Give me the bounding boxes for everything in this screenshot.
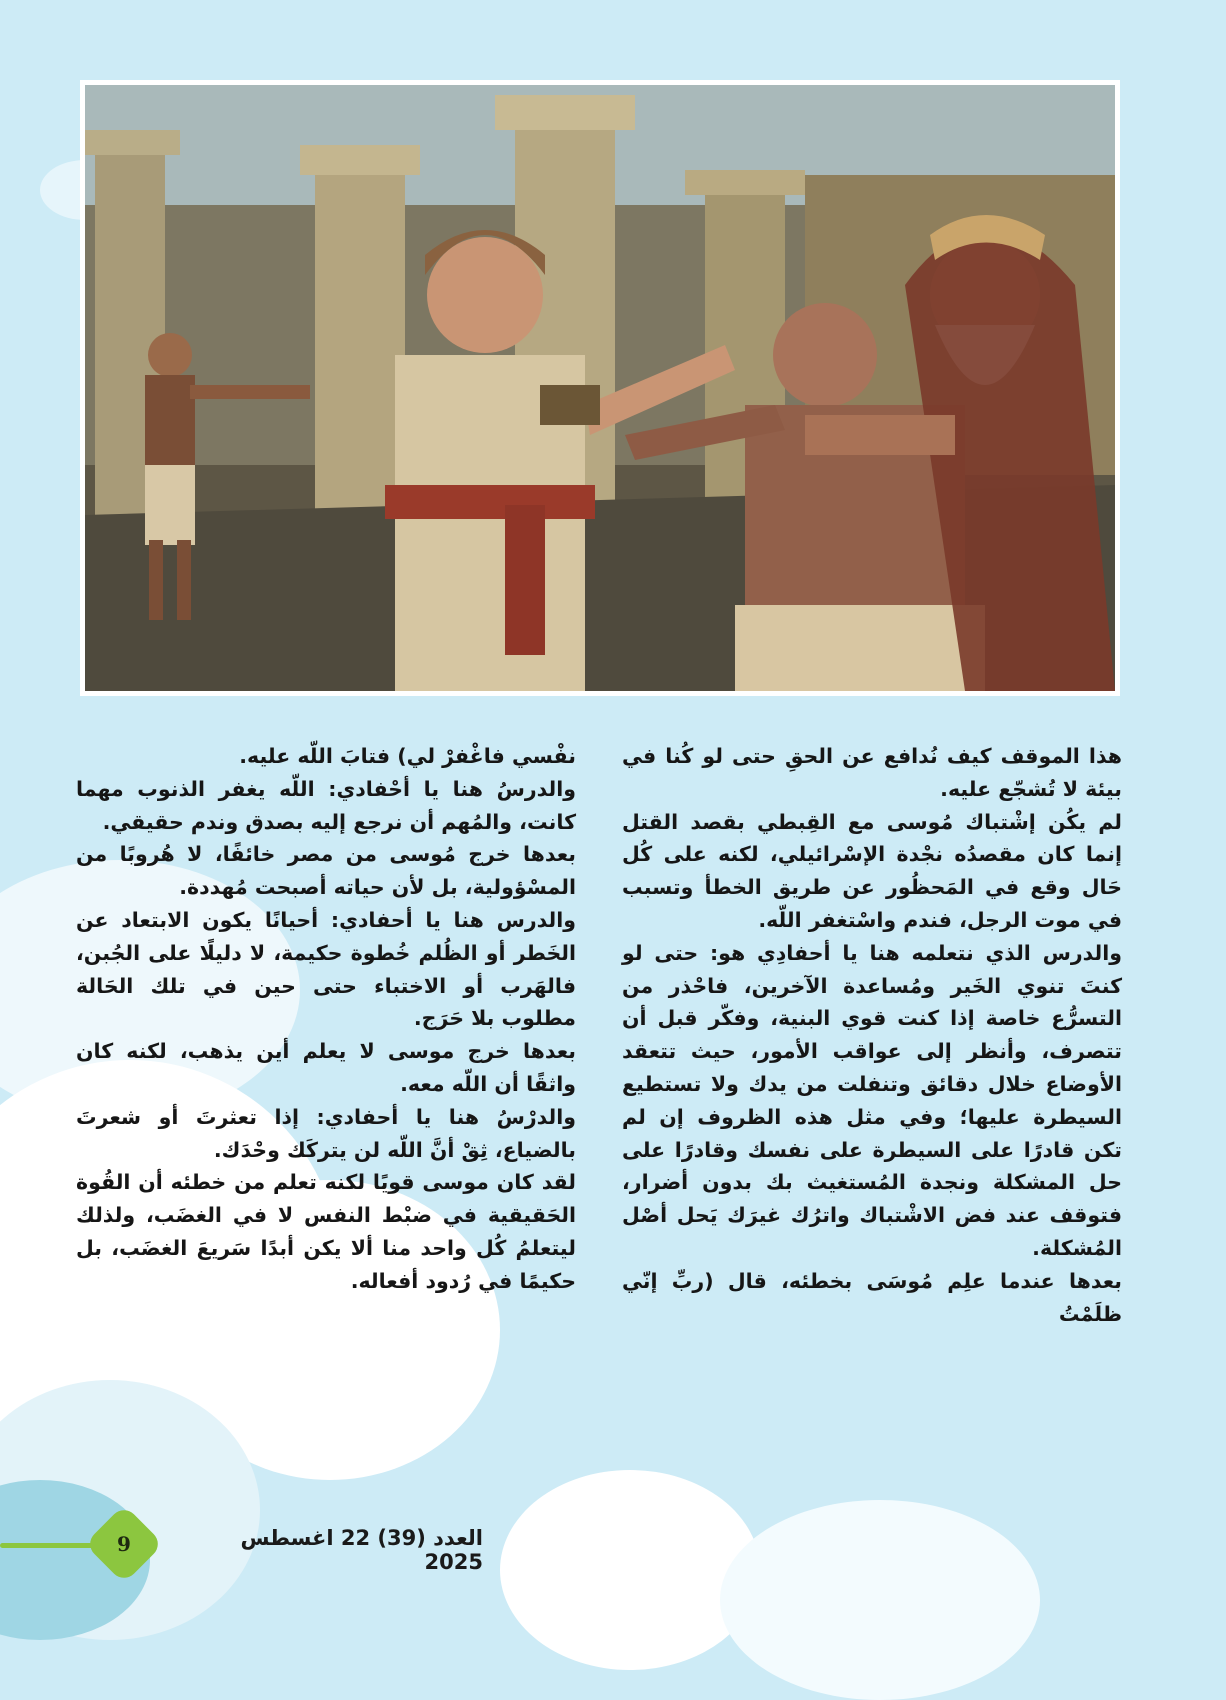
page-number: 9 (117, 1532, 131, 1556)
illustration (85, 85, 1115, 691)
cloud-decoration (500, 1470, 760, 1670)
article-column-right (622, 740, 1122, 1330)
paragraph: بعدها عندما علِم مُوسَى بخطئه، قال (ربِّ إنّي ظلَمْتُ (622, 1268, 1122, 1326)
paragraph: بعدها خرج موسى لا يعلم أين يذهب، لكنه كان واثقًا أن اللّه معه. (76, 1039, 576, 1096)
footer-rule (0, 1543, 100, 1548)
paragraph: والدرس الذي نتعلمه هنا يا أحفادِي هو: حتى لو كنتَ تنوي الخَير ومُساعدة الآخرين، فاحْذر من التسرُّع خاصة إذا كنت قوي البنية، وفكّر قبل أن تتصرف، وأنظر إلى عواقب الأمور، حيث تتعقد الأوضاع خلال دقائق وتنفلت من يدك ولا تستطيع السيطرة عليها؛ وفي مثل هذه الظروف إن لم تكن قادرًا على السيطرة على نفسك وقادرًا على حل المشكلة ونجدة المُستغيث بك بدون أضرار، فتوقف عند فض الاشْتباك واترُك غيرَك يَحل أصْل المُشكلة. (622, 940, 1122, 1260)
cloud-decoration (720, 1500, 1040, 1700)
paragraph: لم يكُن إشْتباك مُوسى مع القِبطي بقصد القتل إنما كان مقصدُه نجْدة الإسْرائيلي، لكنه على كُل حَال وقع في المَحظُور عن طريق الخطأ وتسبب في موت الرجل، فندم واسْتغفر اللّه. (622, 809, 1122, 932)
article-column-left (76, 740, 576, 1298)
illustration-frame (80, 80, 1120, 696)
paragraph: والدرْسُ هنا يا أحفادي: إذا تعثرتَ أو شعرتَ بالضياع، ثِقْ أنَّ اللّه لن يتركَك وحْدَك. (76, 1104, 576, 1162)
paragraph: بعدها خرج مُوسى من مصر خائفًا، لا هُروبًا من المسْؤولية، بل لأن حياته أصبحت مُهددة. (76, 842, 576, 900)
paragraph: هذا الموقف كيف نُدافع عن الحقِ حتى لو كُنا في بيئة لا تُشجّع عليه. (622, 744, 1122, 801)
paragraph: والدرس هنا يا أحفادي: أحيانًا يكون الابتعاد عن الخَطر أو الظُلم خُطوة حكيمة، لا دليلًا على الجُبن، فالهَرب أو الاختباء حتى حين في تلك الحَالة مطلوب بلا حَرَج. (76, 907, 576, 1031)
photo-illustration-icon (85, 85, 1115, 691)
paragraph: والدرسُ هنا يا أحْفادي: اللّه يغفر الذنوب مهما كانت، والمُهم أن نرجع إليه بصدق وندم حقيقي. (76, 776, 576, 834)
paragraph: لقد كان موسى قويًا لكنه تعلم من خطئه أن القُوة الحَقيقية في ضبْط النفس لا في الغضَب، ولذلك ليتعلمُ كُل واحد منا ألا يكن أبدًا سَريعَ الغضَب، بل حكيمًا في رُدود أفعاله. (76, 1170, 576, 1293)
paragraph: نفْسي فاغْفرْ لي) فتابَ اللّه عليه. (239, 744, 576, 768)
issue-info: العدد (39) 22 اغسطس 2025 (240, 1526, 483, 1574)
